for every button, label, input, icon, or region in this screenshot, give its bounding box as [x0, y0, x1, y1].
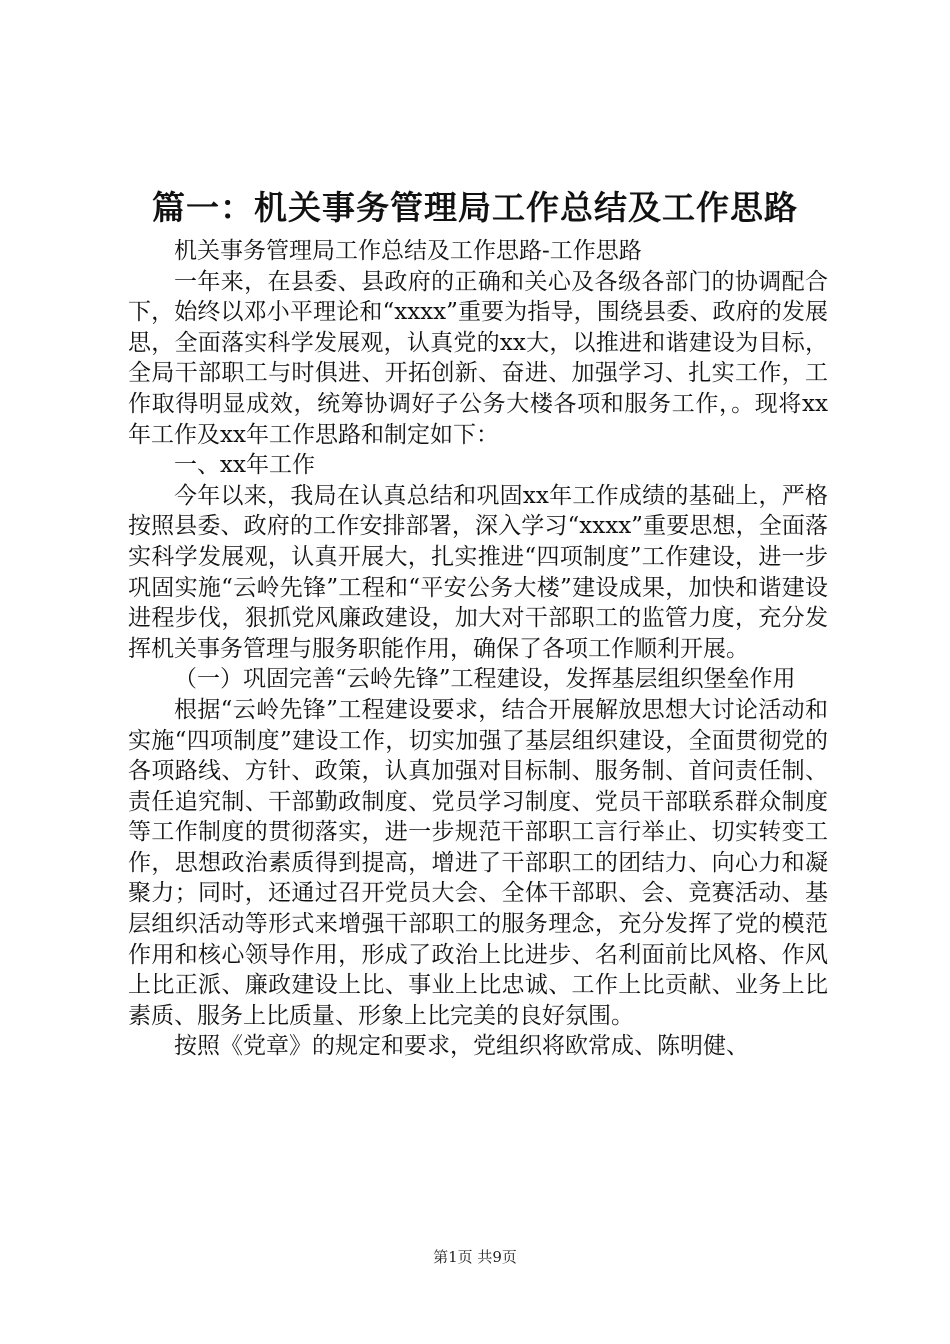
body-paragraph: 按照《党章》的规定和要求，党组织将欧常成、陈明健、 [174, 1033, 749, 1060]
document-title: 篇一：机关事务管理局工作总结及工作思路 [152, 188, 798, 227]
body-paragraph: 今年以来，我局在认真总结和巩固xx年工作成绩的基础上，严格按照县委、政府的工作安排部署，深入学习“xxxx”重要思想，全面落实科学发展观，认真开展大，扎实推进“四项制度”工作建设，进一步巩固实施“云岭先锋”工程和“平安公务大楼”建设成果，加快和谐建设进程步伐，狠抓党风廉政建设，加大对干部职工的监管力度，充分发挥机关事务管理与服务职能作用，确保了各项工作顺利开展。 [128, 482, 828, 662]
page-footer: 第1页 共9页 [433, 1248, 517, 1266]
intro-paragraph: 一年来，在县委、县政府的正确和关心及各级各部门的协调配合下，始终以邓小平理论和“xxxx”重要为指导，围绕县委、政府的发展思，全面落实科学发展观，认真党的xx大，以推进和谐建设为目标，全局干部职工与时俱进、开拓创新、奋进、加强学习、扎实工作，工作取得明显成效，统筹协调好子公务大楼各项和服务工作，。现将xx年工作及xx年工作思路和制定如下： [128, 268, 828, 448]
section-heading: 一、xx年工作 [174, 452, 315, 479]
body-paragraph: 根据“云岭先锋”工程建设要求，结合开展解放思想大讨论活动和实施“四项制度”建设工作，切实加强了基层组织建设，全面贯彻党的各项路线、方针、政策，认真加强对目标制、服务制、首问责任制、责任追究制、干部勤政制度、党员学习制度、党员干部联系群众制度等工作制度的贯彻落实，进一步规范干部职工言行举止、切实转变工作，思想政治素质得到提高，增进了干部职工的团结力、向心力和凝聚力；同时，还通过召开党员大会、全体干部职、会、竞赛活动、基层组织活动等形式来增强干部职工的服务理念，充分发挥了党的模范作用和核心领导作用，形成了政治上比进步、名利面前比风格、作风上比正派、廉政建设上比、事业上比忠诚、工作上比贡献、业务上比素质、服务上比质量、形象上比完美的良好氛围。 [128, 696, 828, 1029]
document-body [128, 236, 828, 1062]
subsection-heading: （一）巩固完善“云岭先锋”工程建设，发挥基层组织堡垒作用 [174, 666, 796, 693]
subtitle-paragraph: 机关事务管理局工作总结及工作思路-工作思路 [174, 238, 642, 264]
